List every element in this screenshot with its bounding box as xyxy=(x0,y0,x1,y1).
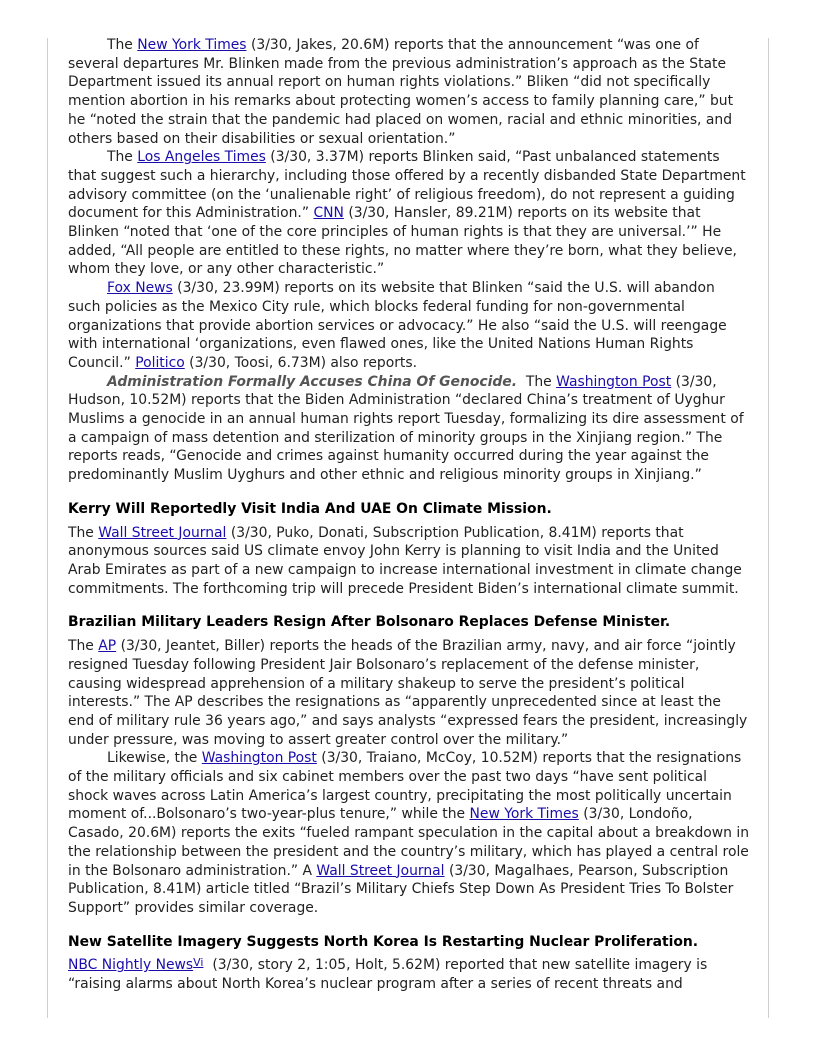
paragraph-china-genocide xyxy=(68,373,750,485)
text: (3/30, Jakes, 20.6M) reports that the announcement “was one of several departures Mr. Blinken made from the previous administration’s approach as the State Department issued its annual report on human rights violations.” Bliken “did not specifically mention abortion in his remarks about protecting women’s access to family planning care,” but he “noted the strain that the pandemic had placed on women, racial and ethnic minorities, and others based on their disabilities or sexual orientation.” xyxy=(68,37,734,147)
article-body xyxy=(68,36,750,994)
text: (3/30, 3.37M) reports Blinken said, “Past unbalanced statements that suggest such a hierarchy, including those offered by a recently disbanded State Department advisory committee (on the ‘unalienable right’ of religious freedom), do not represent a guiding document for this Administration.” xyxy=(68,149,746,222)
video-marker[interactable] xyxy=(193,956,203,969)
text: The xyxy=(68,524,99,541)
link-cnn[interactable]: CNN xyxy=(313,205,344,222)
link-nbc-nightly-news[interactable]: NBC Nightly News xyxy=(68,957,194,974)
text: Likewise, the xyxy=(107,750,202,767)
video-link[interactable]: Vi xyxy=(193,956,204,970)
right-margin-rule xyxy=(768,38,769,1018)
paragraph-north-korea xyxy=(68,956,750,993)
paragraph-la-times-cnn xyxy=(68,148,750,279)
paragraph-fox-politico xyxy=(68,279,750,373)
text: (3/30, Magalhaes, Pearson, Subscription Publication, 8.41M) article titled “Brazil’s Military Chiefs Step Down As President Tries To Bolster Support” provides similar coverage. xyxy=(68,862,734,916)
link-wall-street-journal[interactable]: Wall Street Journal xyxy=(316,862,445,879)
left-margin-rule xyxy=(47,38,48,1018)
link-politico[interactable]: Politico xyxy=(135,354,185,371)
paragraph-kerry-climate xyxy=(68,524,750,599)
link-washington-post[interactable]: Washington Post xyxy=(201,750,317,767)
subheading-china-genocide: Administration Formally Accuses China Of Genocide. xyxy=(107,373,518,390)
text: The xyxy=(68,638,99,655)
text: (3/30, Londoño, Casado, 20.6M) reports the exits “fueled rampant speculation in the capital about a breakdown in the relationship between the president and the country’s military, which has played a central role in the Bolsonaro administration.” A xyxy=(68,806,750,879)
link-los-angeles-times[interactable]: Los Angeles Times xyxy=(137,149,266,166)
text: The xyxy=(517,373,557,390)
text: (3/30, 23.99M) reports on its website that Blinken “said the U.S. will abandon such policies as the Mexico City rule, which blocks federal funding for non-governmental organizations that provide abortion services or advocacy.” He also “said the U.S. will reengage with international ‘organizations, even flawed ones, like the United Nations Human Rights Council.” xyxy=(68,280,727,371)
heading-kerry-climate: Kerry Will Reportedly Visit India And UAE On Climate Mission. xyxy=(68,500,552,517)
link-ap[interactable]: AP xyxy=(98,638,117,655)
text: (3/30, Jeantet, Biller) reports the heads of the Brazilian army, navy, and air force “jointly resigned Tuesday following President Jair Bolsonaro’s replacement of the defense minister, causing widespread apprehension of a military shakeup to serve the president’s political interests.” The AP describes the resignations as “apparently unprecedented since at least the end of military rule 36 years ago,” and says analysts “expressed fears the president, increasingly under pressure, was moving to assert greater control over the military.” xyxy=(68,638,748,748)
link-wall-street-journal[interactable]: Wall Street Journal xyxy=(98,524,227,541)
text: (3/30, story 2, 1:05, Holt, 5.62M) reported that new satellite imagery is “raising alarms about North Korea’s nuclear program after a series of recent threats and xyxy=(68,957,712,993)
text: (3/30, Hudson, 10.52M) reports that the Biden Administration “declared China’s treatment of Uyghur Muslims a genocide in an annual human rights report Tuesday, formalizing its dire assessment of a campaign of mass detention and sterilization of minority groups in the Xinjiang region.” The reports reads, “Genocide and crimes against humanity occurred during the year against the predominantly Muslim Uyghurs and other ethnic and religious minority groups in Xinjiang.” xyxy=(68,373,744,484)
text: (3/30, Puko, Donati, Subscription Publication, 8.41M) reports that anonymous sources said US climate envoy John Kerry is planning to visit India and the United Arab Emirates as part of a new campaign to increase international investment in climate change commitments. The forthcoming trip will precede President Biden’s international climate summit. xyxy=(68,524,742,597)
text: (3/30, Hansler, 89.21M) reports on its website that Blinken “noted that ‘one of the core principles of human rights is that they are universal.’” He added, “All people are entitled to these rights, no matter where they’re born, what they believe, whom they love, or any other characteristic.” xyxy=(68,205,737,278)
link-new-york-times[interactable]: New York Times xyxy=(137,37,247,53)
heading-brazil-military: Brazilian Military Leaders Resign After Bolsonaro Replaces Defense Minister. xyxy=(68,614,671,631)
link-washington-post[interactable]: Washington Post xyxy=(556,373,672,390)
text: (3/30, Toosi, 6.73M) also reports. xyxy=(184,354,418,371)
text: The xyxy=(107,37,138,53)
link-new-york-times[interactable]: New York Times xyxy=(469,806,579,823)
paragraph-brazil-ap xyxy=(68,637,750,749)
heading-north-korea: New Satellite Imagery Suggests North Korea Is Restarting Nuclear Proliferation. xyxy=(68,933,699,950)
paragraph-brazil-coverage xyxy=(68,749,750,917)
text: (3/30, Traiano, McCoy, 10.52M) reports that the resignations of the military officials and six cabinet members over the past two days “have sent political shock waves across Latin America’s largest country, precipitating the most politically uncertain moment of...Bolsonaro’s two-year-plus tenure,” while the xyxy=(68,750,742,823)
paragraph-nyt-blinken xyxy=(68,36,750,148)
text: The xyxy=(107,149,138,166)
link-fox-news[interactable]: Fox News xyxy=(107,280,173,297)
